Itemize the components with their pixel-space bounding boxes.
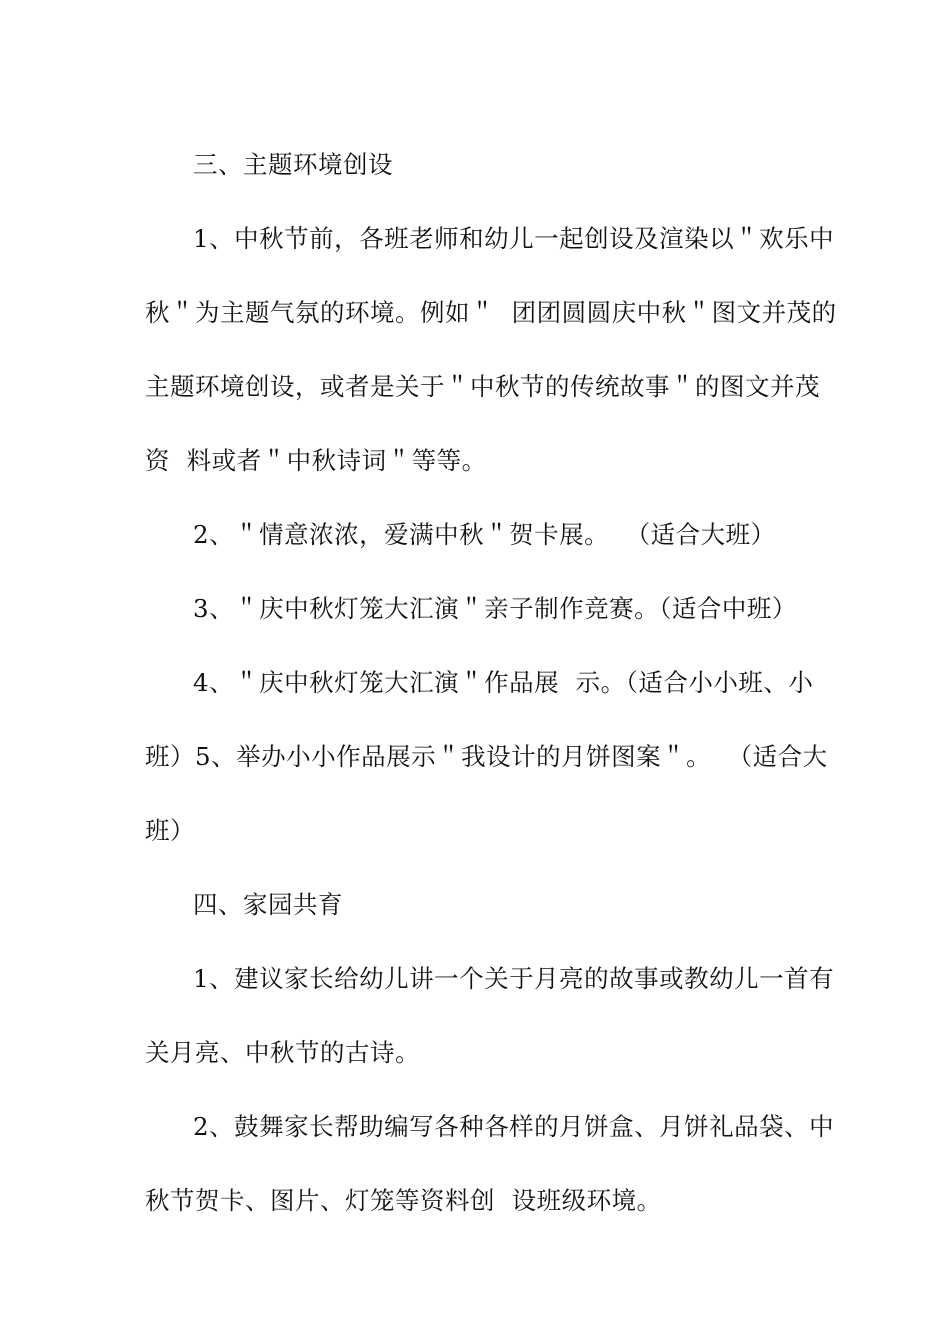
paragraph-line: 秋＂为主题气氛的环境。例如＂ 团团圆圆庆中秋＂图文并茂的 xyxy=(145,298,837,327)
paragraph-line: 1、中秋节前，各班老师和幼儿一起创设及渲染以＂欢乐中 xyxy=(193,224,835,253)
paragraph-line: 班） xyxy=(145,816,195,845)
list-item: 2、＂情意浓浓，爱满中秋＂贺卡展。 （适合大班） xyxy=(193,520,776,549)
list-item: 4、＂庆中秋灯笼大汇演＂作品展 示。（适合小小班、小 xyxy=(193,668,814,697)
section-heading-home-school: 四、家园共育 xyxy=(193,890,343,919)
paragraph-line: 主题环境创设，或者是关于＂中秋节的传统故事＂的图文并茂 xyxy=(145,372,820,401)
list-item: 3、＂庆中秋灯笼大汇演＂亲子制作竞赛。（适合中班） xyxy=(193,594,797,623)
paragraph-line: 关月亮、中秋节的古诗。 xyxy=(145,1038,420,1067)
document-body xyxy=(145,128,837,1238)
paragraph-line: 资 料或者＂中秋诗词＂等等。 xyxy=(145,446,487,475)
paragraph-line: 班）5、举办小小作品展示＂我设计的月饼图案＂。 （适合大 xyxy=(145,742,828,771)
list-item: 2、鼓舞家长帮助编写各种各样的月饼盒、月饼礼品袋、中 xyxy=(193,1112,835,1141)
section-heading-theme-environment: 三、主题环境创设 xyxy=(193,150,393,179)
paragraph-line: 秋节贺卡、图片、灯笼等资料创 设班级环境。 xyxy=(145,1186,662,1215)
list-item: 1、建议家长给幼儿讲一个关于月亮的故事或教幼儿一首有 xyxy=(193,964,835,993)
